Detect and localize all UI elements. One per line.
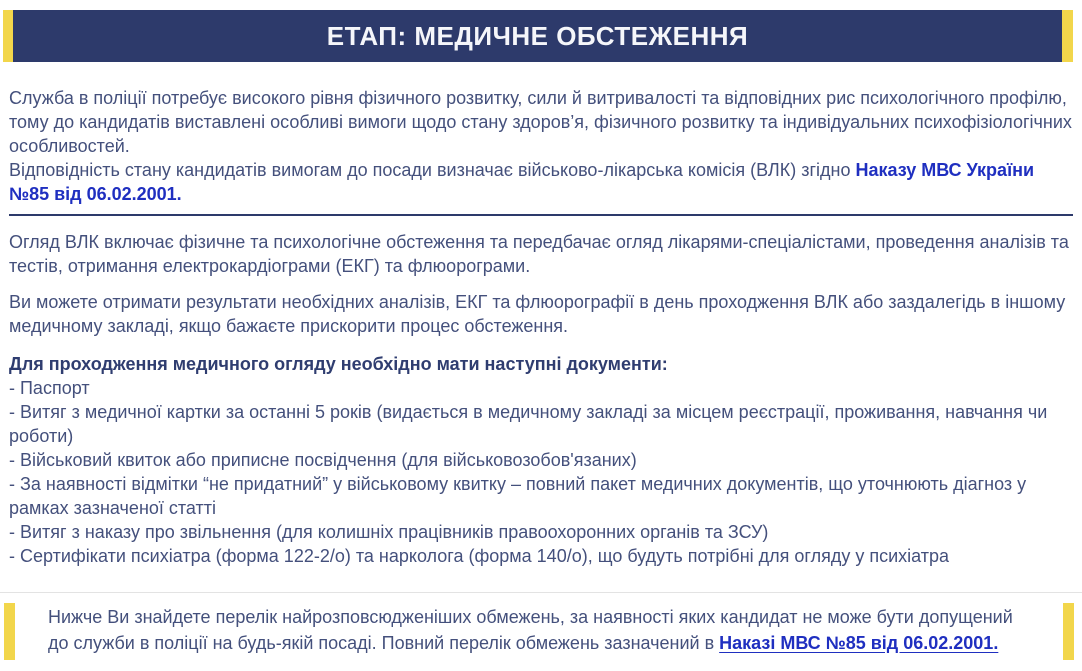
footer-note-text-block <box>0 593 1082 656</box>
order-85-footer-link[interactable]: Наказі МВС №85 від 06.02.2001. <box>719 633 999 653</box>
page-title: ЕТАП: МЕДИЧНЕ ОБСТЕЖЕННЯ <box>326 20 749 51</box>
intro-paragraph: Служба в поліції потребує високого рівня фізичного розвитку, сили й витривалості та відповідних рис психологічного профілю, тому до кандидатів виставлені особливі вимоги щодо стану здоров’я, фізичного розвитку та індивідуальних психофізіологічних особливостей. <box>9 88 1072 156</box>
body-content <box>9 86 1073 568</box>
document-list-item: - Сертифікати психіатра (форма 122-2/о) та нарколога (форма 140/о), що будуть потрібні для огляду у психіатра <box>9 546 950 566</box>
document-list-item: - За наявності відмітки “не придатний” у військовому квитку – повний пакет медичних документів, що уточнюють діагноз у рамках зазначеної статті <box>9 474 1027 518</box>
document-list-item: - Витяг з наказу про звільнення (для колишніх працівників правоохоронних органів та ЗСУ) <box>9 522 769 542</box>
footer-yellow-accent-right <box>1063 603 1074 660</box>
document-list-item: - Паспорт <box>9 378 90 398</box>
yellow-accent-right <box>1062 10 1073 62</box>
vlk-paragraph <box>9 158 1073 206</box>
document-list-item: - Витяг з медичної картки за останні 5 років (видається в медичному закладі за місцем реєстрації, проживання, навчання чи роботи) <box>9 402 1048 446</box>
vlk-paragraph-text: Відповідність стану кандидатів вимогам до посади визначає військово-лікарська комісія (ВЛК) згідно <box>9 160 856 180</box>
footer-note-text: Нижче Ви знайдете перелік найрозповсюдженіших обмежень, за наявності яких кандидат не може бути допущений до служби в поліції на будь-якій посаді. Повний перелік обмежень зазначений в <box>48 607 1013 653</box>
vlk-exam-paragraph: Огляд ВЛК включає фізичне та психологічне обстеження та передбачає огляд лікарями-спеціалістами, проведення аналізів та тестів, отримання електрокардіограми (ЕКГ) та флюорограми. <box>9 232 1069 276</box>
documents-heading: Для проходження медичного огляду необхідно мати наступні документи: <box>9 354 668 374</box>
header-bar <box>13 10 1062 62</box>
document-list-item: - Військовий квиток або приписне посвідчення (для військовозобов'язаних) <box>9 450 637 470</box>
footer-note-box <box>0 592 1082 671</box>
footer-yellow-accent-left <box>4 603 15 660</box>
results-paragraph: Ви можете отримати результати необхідних аналізів, ЕКГ та флюорографії в день проходження ВЛК або заздалегідь в іншому медичному закладі, якщо бажаєте прискорити процес обстеження. <box>9 292 1066 336</box>
yellow-accent-left <box>3 10 13 62</box>
section-divider <box>9 214 1073 216</box>
order-85-link[interactable]: Наказу МВС України №85 від 06.02.2001. <box>9 160 1035 204</box>
